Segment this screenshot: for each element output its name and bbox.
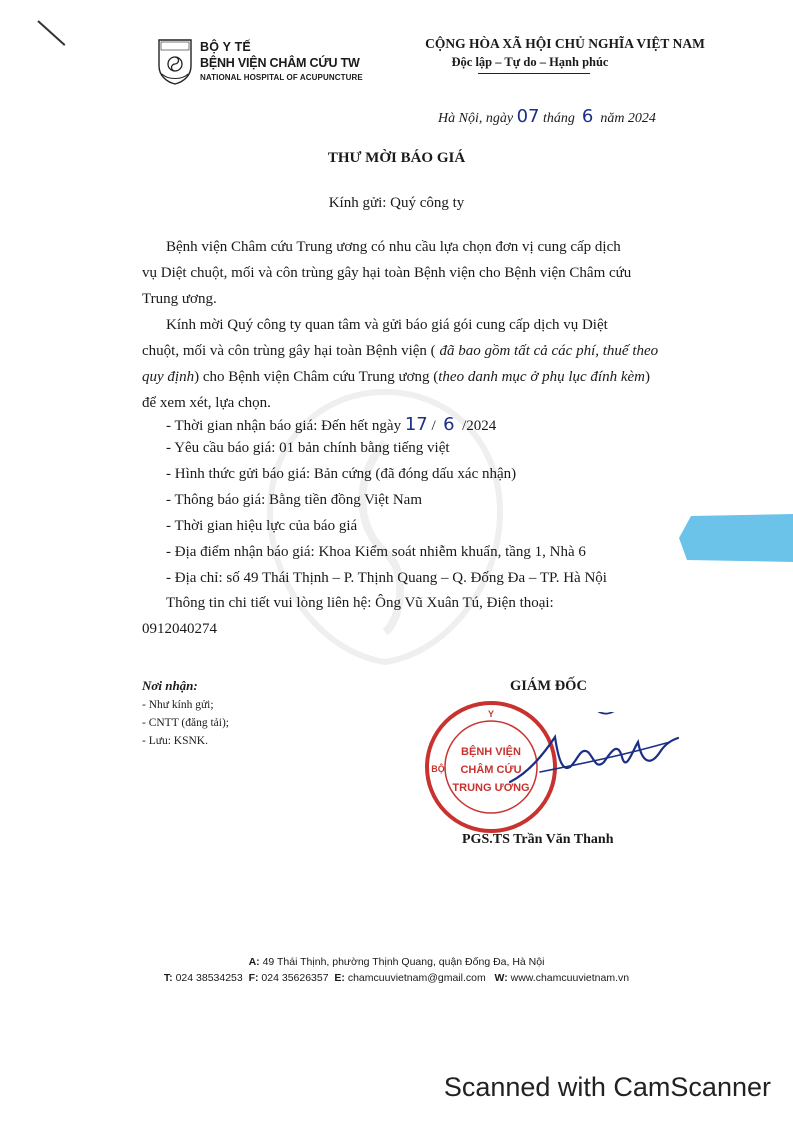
item-currency: - Thông báo giá: Bằng tiền đồng Việt Nam [166,492,423,508]
p2-line3d: ) [644,369,650,385]
paragraph-1 [142,234,685,312]
footer-fax-label: F: [248,972,259,984]
footer-contacts [0,972,793,984]
document-title: THƯ MỜI BÁO GIÁ [327,150,466,166]
motto-underline [478,73,590,74]
edge-tab-marker [677,512,793,564]
p2-line3b: ) cho Bệnh viện Châm cứu Trung ương ( [194,369,439,385]
date-month-handwritten: 6 [581,106,594,127]
stamp-text-mid: CHÂM CỨU [460,764,522,776]
hospital-name-vn: BỆNH VIỆN CHÂM CỨU TW [200,56,360,70]
ministry-name: BỘ Y TẾ [200,40,251,54]
recipient-item: - CNTT (đăng tải); [142,717,229,729]
footer-address-value: 49 Thái Thịnh, phường Thịnh Quang, quận Đống Đa, Hà Nội [262,956,545,968]
item-validity: - Thời gian hiệu lực của báo giá [166,518,358,534]
footer-email-label: E: [334,972,345,984]
date-month-label: tháng [542,111,575,126]
footer-address [0,956,793,968]
deadline-month-handwritten: 6 [443,414,455,435]
stamp-ring-left: BỘ [431,764,445,774]
p2-line1: Kính mời Quý công ty quan tâm và gửi báo giá gói cung cấp dịch vụ Diệt [166,317,608,333]
deadline-year: /2024 [462,418,497,434]
date-line [438,106,656,127]
footer-fax: 024 35626357 [261,972,329,984]
contact-line2: 0912040274 [142,621,217,637]
recipient-item: - Như kính gửi; [142,699,214,711]
stamp-text-top: BỆNH VIỆN [461,746,521,758]
p2-line3c: theo danh mục ở phụ lục đính kèm [438,369,645,385]
p1-line2: vụ Diệt chuột, mối và côn trùng gây hại toàn Bệnh viện cho Bệnh viện Châm cứu [142,265,632,281]
item-address: - Địa chỉ: số 49 Thái Thịnh – P. Thịnh Quang – Q. Đống Đa – TP. Hà Nội [166,570,607,586]
footer-tel-label: T: [163,972,173,984]
hospital-logo-icon [156,36,194,86]
p2-line2a: chuột, mối và côn trùng gây hại toàn Bệnh viện ( [142,343,440,359]
footer-tel: 024 38534253 [175,972,243,984]
item-location: - Địa điểm nhận báo giá: Khoa Kiểm soát nhiễm khuẩn, tầng 1, Nhà 6 [166,544,586,560]
footer-web-label: W: [494,972,508,984]
national-motto: Độc lập – Tự do – Hạnh phúc [451,55,609,69]
contact-line1: Thông tin chi tiết vui lòng liên hệ: Ông Vũ Xuân Tú, Điện thoại: [166,595,554,611]
p2-line4: để xem xét, lựa chọn. [142,395,271,411]
footer-email: chamcuuvietnam@gmail.com [347,972,486,984]
national-title: CỘNG HÒA XÃ HỘI CHỦ NGHĨA VIỆT NAM [425,36,705,51]
signer-name: PGS.TS Trần Văn Thanh [462,832,614,847]
date-year-label: năm 2024 [600,111,656,126]
p2-line2b: đã bao gồm tất cả các phí, thuế theo [439,343,659,359]
item-format: - Hình thức gửi báo giá: Bản cứng (đã đóng dấu xác nhận) [166,466,517,482]
recipients-title: Nơi nhận: [142,678,198,693]
scanner-watermark: Scanned with CamScanner [443,1072,771,1102]
stamp-text-bottom: TRUNG ƯƠNG [452,782,530,794]
item-requirement: - Yêu cầu báo giá: 01 bản chính bằng tiếng việt [166,440,450,456]
p1-line3: Trung ương. [142,291,217,307]
deadline-day-handwritten: 17 [404,414,428,435]
handwritten-signature [500,712,680,802]
hospital-name-en: NATIONAL HOSPITAL OF ACUPUNCTURE [200,73,363,82]
p1-line1: Bệnh viện Châm cứu Trung ương có nhu cầu lựa chọn đơn vị cung cấp dịch [166,239,621,255]
date-day-handwritten: 07 [516,106,540,127]
greeting: Kính gửi: Quý công ty [328,195,465,211]
item-deadline [166,414,496,435]
scan-artifact-line [37,20,65,46]
footer-web: www.chamcuuvietnam.vn [510,972,630,984]
recipient-item: - Lưu: KSNK. [142,735,208,747]
deadline-sep: / [431,418,436,434]
stamp-ring-top: Y [487,709,495,719]
director-title: GIÁM ĐỐC [510,678,587,694]
deadline-prefix: - Thời gian nhận báo giá: Đến hết ngày [166,418,402,434]
paragraph-2 [142,312,685,416]
footer-address-label: A: [248,956,260,968]
p2-line3a: quy định [142,369,195,385]
date-prefix: Hà Nội, ngày [438,111,514,126]
contact-paragraph [142,590,685,642]
